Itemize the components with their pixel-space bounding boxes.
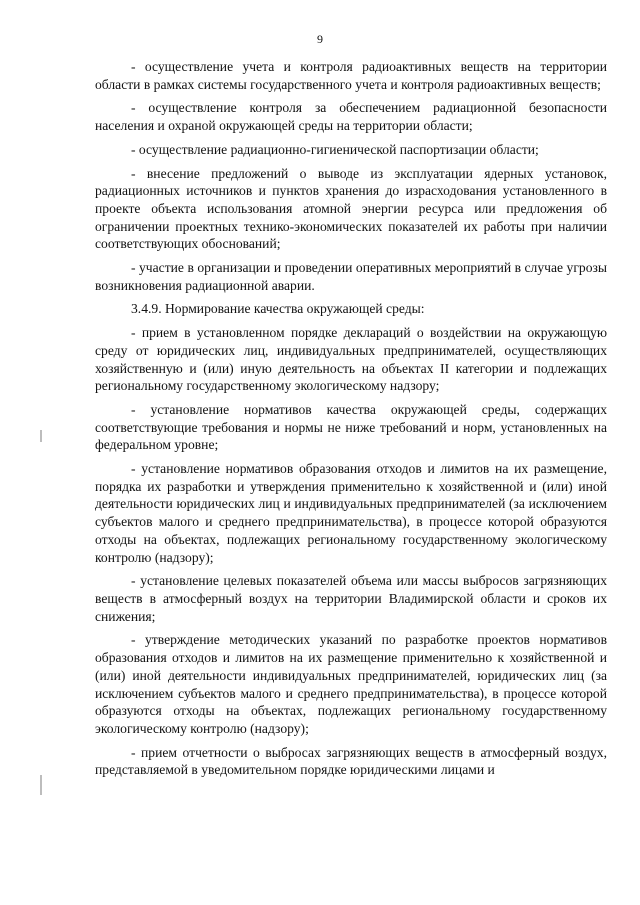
paragraph-quality-standards: - установление нормативов качества окружающей среды, содержащих соответствующие требования и нормы не ниже требований и норм, установленных на федеральном уровне;: [95, 401, 607, 453]
page-number: 9: [317, 32, 323, 46]
margin-scan-mark: [40, 430, 42, 442]
paragraph-emission-targets: - установление целевых показателей объема или массы выбросов загрязняющих веществ в атмосферный воздух на территории Владимирской области и сроков их снижения;: [95, 573, 607, 624]
document-body: [95, 58, 607, 785]
paragraph-radiation-safety-control: - осуществление контроля за обеспечением радиационной безопасности населения и охраной окружающей среды на территории области;: [95, 100, 607, 134]
paragraph-decommissioning-proposals: - внесение предложений о выводе из эксплуатации ядерных установок, радиационных источников и пунктов хранения до израсходования установленного в проекте объекта использования атомной энергии ресурса или предложения об ограничении проектных технико-экономических показателей их работы при наличии соответствующих обоснований;: [95, 165, 607, 252]
paragraph-impact-declarations: - прием в установленном порядке деклараций о воздействии на окружающую среду от юридических лиц, индивидуальных предпринимателей, осуществляющих хозяйственную и (или) иную деятельность на объектах II категории и подлежащих региональному государственному экологическому надзору;: [95, 325, 607, 394]
paragraph-methodical-guidelines: - утверждение методических указаний по разработке проектов нормативов образования отходов и лимитов на их размещение применительно к хозяйственной и (или) иной деятельности индивидуальных предпринимателей, юридических лиц (за исключением субъектов малого и среднего предпринимательства), в процессе которой образуются отходы на объектах, подлежащих региональному государственному экологическому контролю (надзору);: [95, 632, 607, 736]
margin-scan-mark: [40, 775, 42, 795]
paragraph-radioactive-accounting: - осуществление учета и контроля радиоактивных веществ на территории области в рамках системы государственного учета и контроля радиоактивных веществ;: [95, 59, 607, 92]
paragraph-emergency-participation: - участие в организации и проведении оперативных мероприятий в случае угрозы возникновения радиационной аварии.: [95, 260, 607, 293]
paragraph-waste-standards: - установление нормативов образования отходов и лимитов на их размещение, порядка их разработки и утверждения применительно к хозяйственной и (или) иной деятельности юридических лиц и индивидуальных предпринимателей (за исключением субъектов малого и среднего предпринимательства), в процессе которой образуются отходы на объектах, подлежащих региональному государственному экологическому контролю (надзору);: [95, 461, 607, 565]
paragraph-emission-reporting: - прием отчетности о выбросах загрязняющих веществ в атмосферный воздух, представляемой в уведомительном порядке юридическими лицами и: [95, 744, 607, 778]
paragraph-radiation-passport: - осуществление радиационно-гигиенической паспортизации области;: [131, 141, 539, 157]
section-heading-environment-quality: 3.4.9. Нормирование качества окружающей среды:: [131, 301, 425, 317]
